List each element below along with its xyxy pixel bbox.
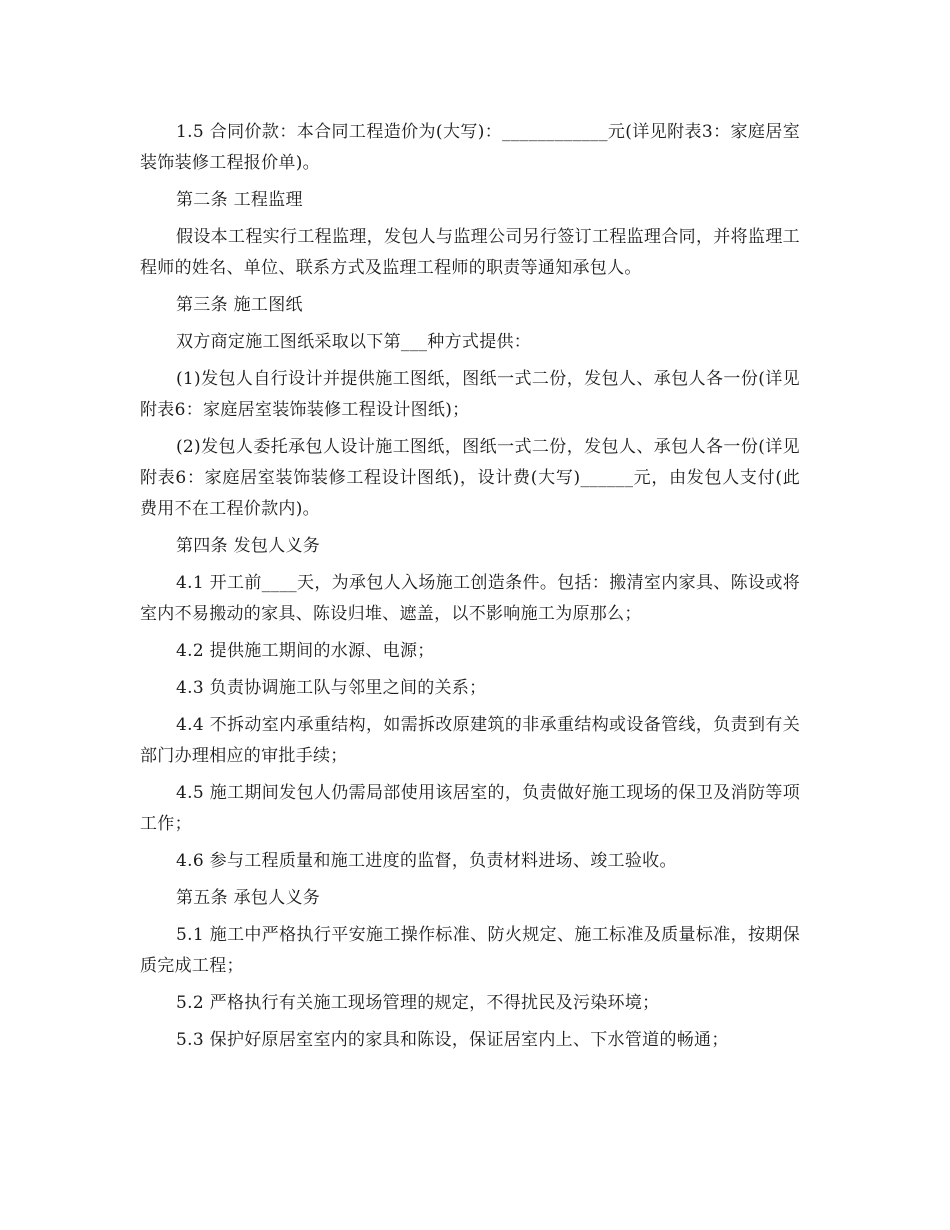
article-3-option-1: (1)发包人自行设计并提供施工图纸，图纸一式二份，发包人、承包人各一份(详见附表6：家庭居室装饰装修工程设计图纸)； bbox=[140, 369, 800, 420]
clause-5-2: 5.2 严格执行有关施工现场管理的规定，不得扰民及污染环境； bbox=[176, 993, 660, 1013]
clause-1-5: 1.5 合同价款：本合同工程造价为(大写)：____________元(详见附表3：家庭居室装饰装修工程报价单)。 bbox=[140, 122, 800, 173]
article-3-intro: 双方商定施工图纸采取以下第___种方式提供： bbox=[176, 332, 532, 352]
clause-5-1: 5.1 施工中严格执行平安施工操作标准、防火规定、施工标准及质量标准，按期保质完成工程； bbox=[140, 925, 800, 976]
article-3-option-2: (2)发包人委托承包人设计施工图纸，图纸一式二份，发包人、承包人各一份(详见附表6：家庭居室装饰装修工程设计图纸)，设计费(大写)______元，由发包人支付(此费用不在工程价款内)。 bbox=[140, 437, 800, 519]
clause-4-5: 4.5 施工期间发包人仍需局部使用该居室的，负责做好施工现场的保卫及消防等项工作； bbox=[140, 783, 800, 834]
clause-4-3: 4.3 负责协调施工队与邻里之间的关系； bbox=[176, 678, 487, 698]
document-body bbox=[140, 117, 800, 1062]
clause-4-2: 4.2 提供施工期间的水源、电源； bbox=[176, 641, 435, 661]
clause-4-4: 4.4 不拆动室内承重结构，如需拆改原建筑的非承重结构或设备管线，负责到有关部门办理相应的审批手续； bbox=[140, 715, 800, 766]
article-5-title: 第五条 承包人义务 bbox=[176, 888, 321, 908]
clause-4-1: 4.1 开工前____天，为承包人入场施工创造条件。包括：搬清室内家具、陈设或将室内不易搬动的家具、陈设归堆、遮盖，以不影响施工为原那么； bbox=[140, 573, 800, 624]
clause-4-6: 4.6 参与工程质量和施工进度的监督，负责材料进场、竣工验收。 bbox=[176, 851, 677, 871]
clause-5-3: 5.3 保护好原居室室内的家具和陈设，保证居室内上、下水管道的畅通； bbox=[176, 1030, 729, 1050]
article-4-title: 第四条 发包人义务 bbox=[176, 536, 321, 556]
article-3-title: 第三条 施工图纸 bbox=[176, 295, 303, 315]
article-2-title: 第二条 工程监理 bbox=[176, 190, 303, 210]
article-2-body: 假设本工程实行工程监理，发包人与监理公司另行签订工程监理合同，并将监理工程师的姓名、单位、联系方式及监理工程师的职责等通知承包人。 bbox=[140, 227, 800, 278]
